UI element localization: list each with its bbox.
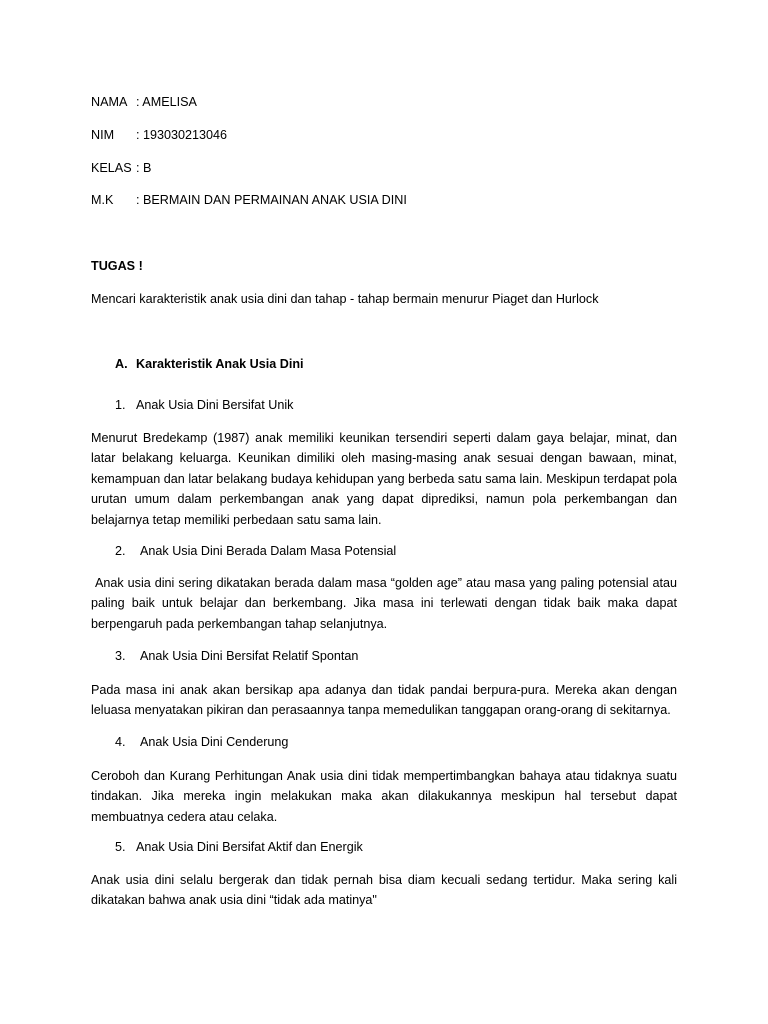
identity-label: NAMA	[91, 95, 128, 109]
item-body-paragraph: Anak usia dini selalu bergerak dan tidak pernah bisa diam kecuali sedang tertidur. Maka sering kali dikatakan bahwa anak usia dini “tidak ada matinya"	[91, 873, 677, 908]
item-heading-text: Anak Usia Dini Cenderung	[140, 735, 289, 749]
identity-value: : B	[136, 161, 152, 175]
item-number: 2.	[115, 544, 126, 558]
item-heading-text: Anak Usia Dini Bersifat Unik	[136, 398, 294, 412]
identity-value: : 193030213046	[136, 128, 228, 142]
section-title: Karakteristik Anak Usia Dini	[136, 357, 304, 371]
section-letter: A.	[115, 357, 128, 371]
item-heading-text: Anak Usia Dini Berada Dalam Masa Potensial	[140, 544, 397, 558]
item-number: 1.	[115, 398, 126, 412]
identity-value: : BERMAIN DAN PERMAINAN ANAK USIA DINI	[136, 193, 407, 207]
item-number: 3.	[115, 649, 126, 663]
task-description: Mencari karakteristik anak usia dini dan tahap - tahap bermain menurur Piaget dan Hurlock	[91, 292, 599, 306]
item-body-paragraph: Menurut Bredekamp (1987) anak memiliki keunikan tersendiri seperti dalam gaya belajar, minat, dan latar belakang keluarga. Keunikan dimiliki oleh masing-masing anak sesuai dengan bawaan, minat, kemampuan dan latar belakang budaya kehidupan yang berbeda satu sama lain. Meskipun terdapat pola urutan umum dalam perkembangan anak yang dapat diprediksi, namun pola perkembangan dan belajarnya tetap memiliki perbedaan satu sama lain.	[91, 431, 678, 527]
identity-label: NIM	[91, 128, 115, 142]
item-heading-text: Anak Usia Dini Bersifat Aktif dan Energik	[136, 840, 363, 854]
item-number: 4.	[115, 735, 126, 749]
item-body-paragraph: Anak usia dini sering dikatakan berada dalam masa “golden age” atau masa yang paling potensial atau paling baik untuk belajar dan berkembang. Jika masa ini terlewati dengan tidak baik maka dapat berpengaruh pada perkembangan tahap selanjutnya.	[91, 576, 681, 631]
item-body-paragraph: Pada masa ini anak akan bersikap apa adanya dan tidak pandai berpura-pura. Mereka akan dengan leluasa menyatakan pikiran dan perasaannya tanpa memedulikan tanggapan orang-orang di sekitarnya.	[91, 683, 677, 718]
identity-value: : AMELISA	[136, 95, 197, 109]
item-number: 5.	[115, 840, 126, 854]
identity-label: KELAS	[91, 161, 132, 175]
item-heading-text: Anak Usia Dini Bersifat Relatif Spontan	[140, 649, 359, 663]
item-body-paragraph: Ceroboh dan Kurang Perhitungan Anak usia dini tidak mempertimbangkan bahaya atau tidaknya suatu tindakan. Jika mereka ingin melakukan maka akan dilakukannya meskipun hal tersebut dapat membuatnya cedera atau celaka.	[91, 769, 677, 824]
identity-label: M.K	[91, 193, 114, 207]
task-title: TUGAS !	[91, 259, 143, 273]
